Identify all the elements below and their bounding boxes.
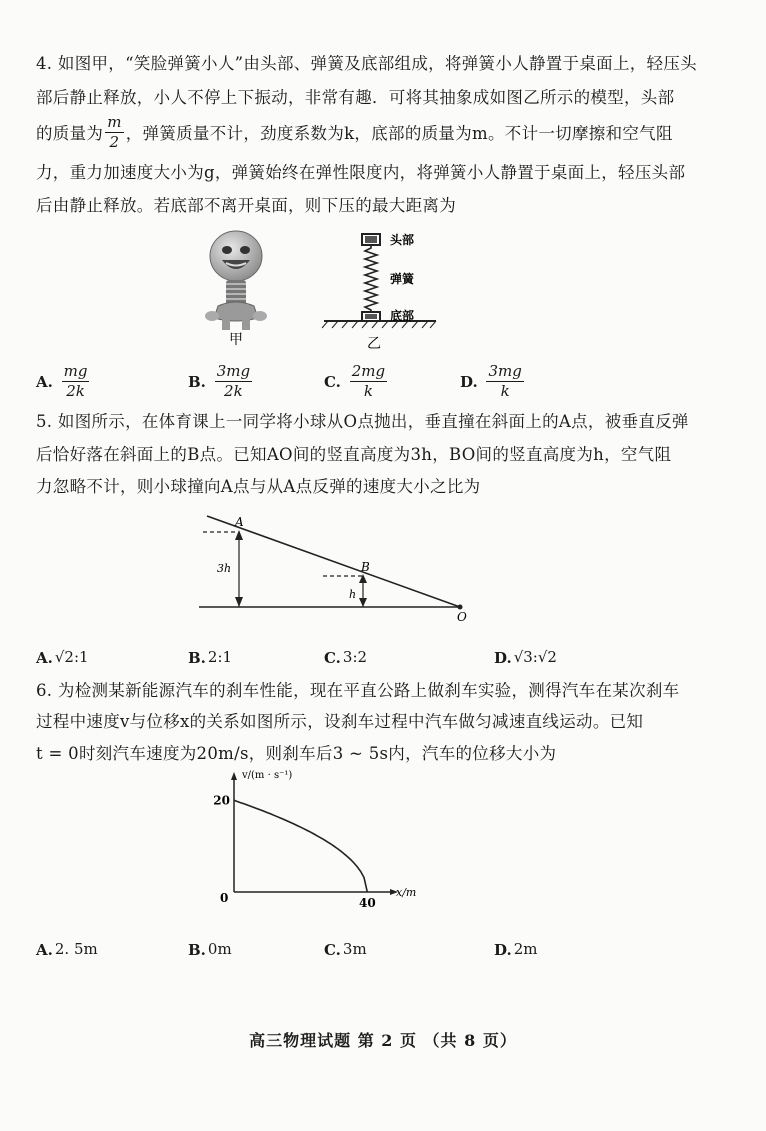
q6-option-c[interactable]: C. 3m	[324, 940, 367, 959]
point-o-label: O	[457, 610, 467, 624]
q4-option-d[interactable]: D. $\frac{3mg}{k}$	[460, 362, 522, 400]
q5-incline-figure	[195, 510, 485, 625]
q5-line-3: 力忽略不计，则小球撞向A点与从A点反弹的速度大小之比为	[36, 477, 481, 496]
q4-head-mass-fraction	[105, 112, 124, 151]
q4-fig-base-label: 底部	[390, 309, 415, 323]
q6-v-x-chart	[210, 768, 417, 913]
origin-label: 0	[220, 891, 229, 905]
q4-head-mass-den: 2	[109, 132, 120, 151]
height-h-label: h	[349, 588, 357, 601]
q5-line-1: 5. 如图所示，在体育课上一同学将小球从O点抛出，垂直撞在斜面上的A点，被垂直反弹	[36, 412, 689, 431]
q4-line-5: 后由静止释放。若底部不离开桌面，则下压的最大距离为	[36, 196, 456, 215]
x-tick-40: 40	[358, 896, 376, 910]
q4-fig-yi-label: 乙	[367, 336, 381, 352]
q4-line-3-pre: 的质量为	[36, 124, 104, 143]
q4-figure-jia	[196, 228, 276, 348]
smiley-doll-icon	[205, 231, 267, 330]
velocity-curve	[234, 800, 367, 892]
q5-option-a[interactable]: A. √2:1	[36, 648, 89, 667]
q6-option-b[interactable]: B. 0m	[188, 940, 232, 959]
y-axis-label: v/(m · s⁻¹)	[242, 770, 293, 781]
q5-option-d[interactable]: D. √3:√2	[494, 648, 557, 667]
q6-line-2: 过程中速度v与位移x的关系如图所示，设刹车过程中汽车做匀减速直线运动。已知	[36, 712, 644, 731]
page-footer: 高三物理试题 第 2 页 （共 8 页）	[249, 1031, 517, 1050]
q4-line-4: 力，重力加速度大小为g，弹簧始终在弹性限度内，将弹簧小人静置于桌面上，轻压头部	[36, 163, 686, 182]
q4-line-2: 部后静止释放，小人不停上下振动，非常有趣．可将其抽象成如图乙所示的模型，头部	[36, 88, 675, 107]
y-tick-20: 20	[213, 793, 230, 808]
height-3h-label: 3h	[217, 562, 232, 575]
q4-option-b[interactable]: B. $\frac{3mg}{2k}$	[188, 362, 251, 400]
q4-figure-yi	[318, 228, 458, 352]
x-axis-label: x/m	[396, 886, 417, 899]
q4-fig-spring-label: 弹簧	[390, 272, 415, 286]
q5-line-2: 后恰好落在斜面上的B点。已知AO间的竖直高度为3h，BO间的竖直高度为h，空气阻	[36, 445, 672, 464]
q4-option-a[interactable]: A. $\frac{mg}{2k}$	[36, 362, 88, 400]
point-a-label: A	[235, 515, 244, 529]
q6-option-a[interactable]: A. 2. 5m	[36, 940, 98, 959]
y-axis-arrow	[231, 772, 237, 780]
q4-line-3	[36, 112, 673, 152]
q5-option-b[interactable]: B. 2:1	[188, 648, 233, 667]
spring-coil	[365, 245, 377, 312]
q6-option-d[interactable]: D. 2m	[494, 940, 538, 959]
incline-line	[207, 516, 460, 607]
q4-line-3-post: ，弹簧质量不计，劲度系数为k，底部的质量为m。不计一切摩擦和空气阻	[125, 124, 673, 143]
q4-head-mass-num: m	[107, 112, 122, 131]
q5-option-c[interactable]: C. 3:2	[324, 648, 368, 667]
q6-line-3: t = 0时刻汽车速度为20m/s，则刹车后3 ~ 5s内，汽车的位移大小为	[36, 744, 557, 763]
point-b-label: B	[361, 560, 370, 574]
q4-fig-head-label: 头部	[390, 233, 415, 247]
q4-fig-jia-label: 甲	[229, 332, 243, 348]
q4-option-c[interactable]: C. $\frac{2mg}{k}$	[324, 362, 386, 400]
q4-line-1: 4. 如图甲，“笑脸弹簧小人”由头部、弹簧及底部组成，将弹簧小人静置于桌面上，轻压头	[36, 54, 697, 73]
q6-line-1: 6. 为检测某新能源汽车的刹车性能，现在平直公路上做刹车实验，测得汽车在某次刹车	[36, 681, 680, 700]
